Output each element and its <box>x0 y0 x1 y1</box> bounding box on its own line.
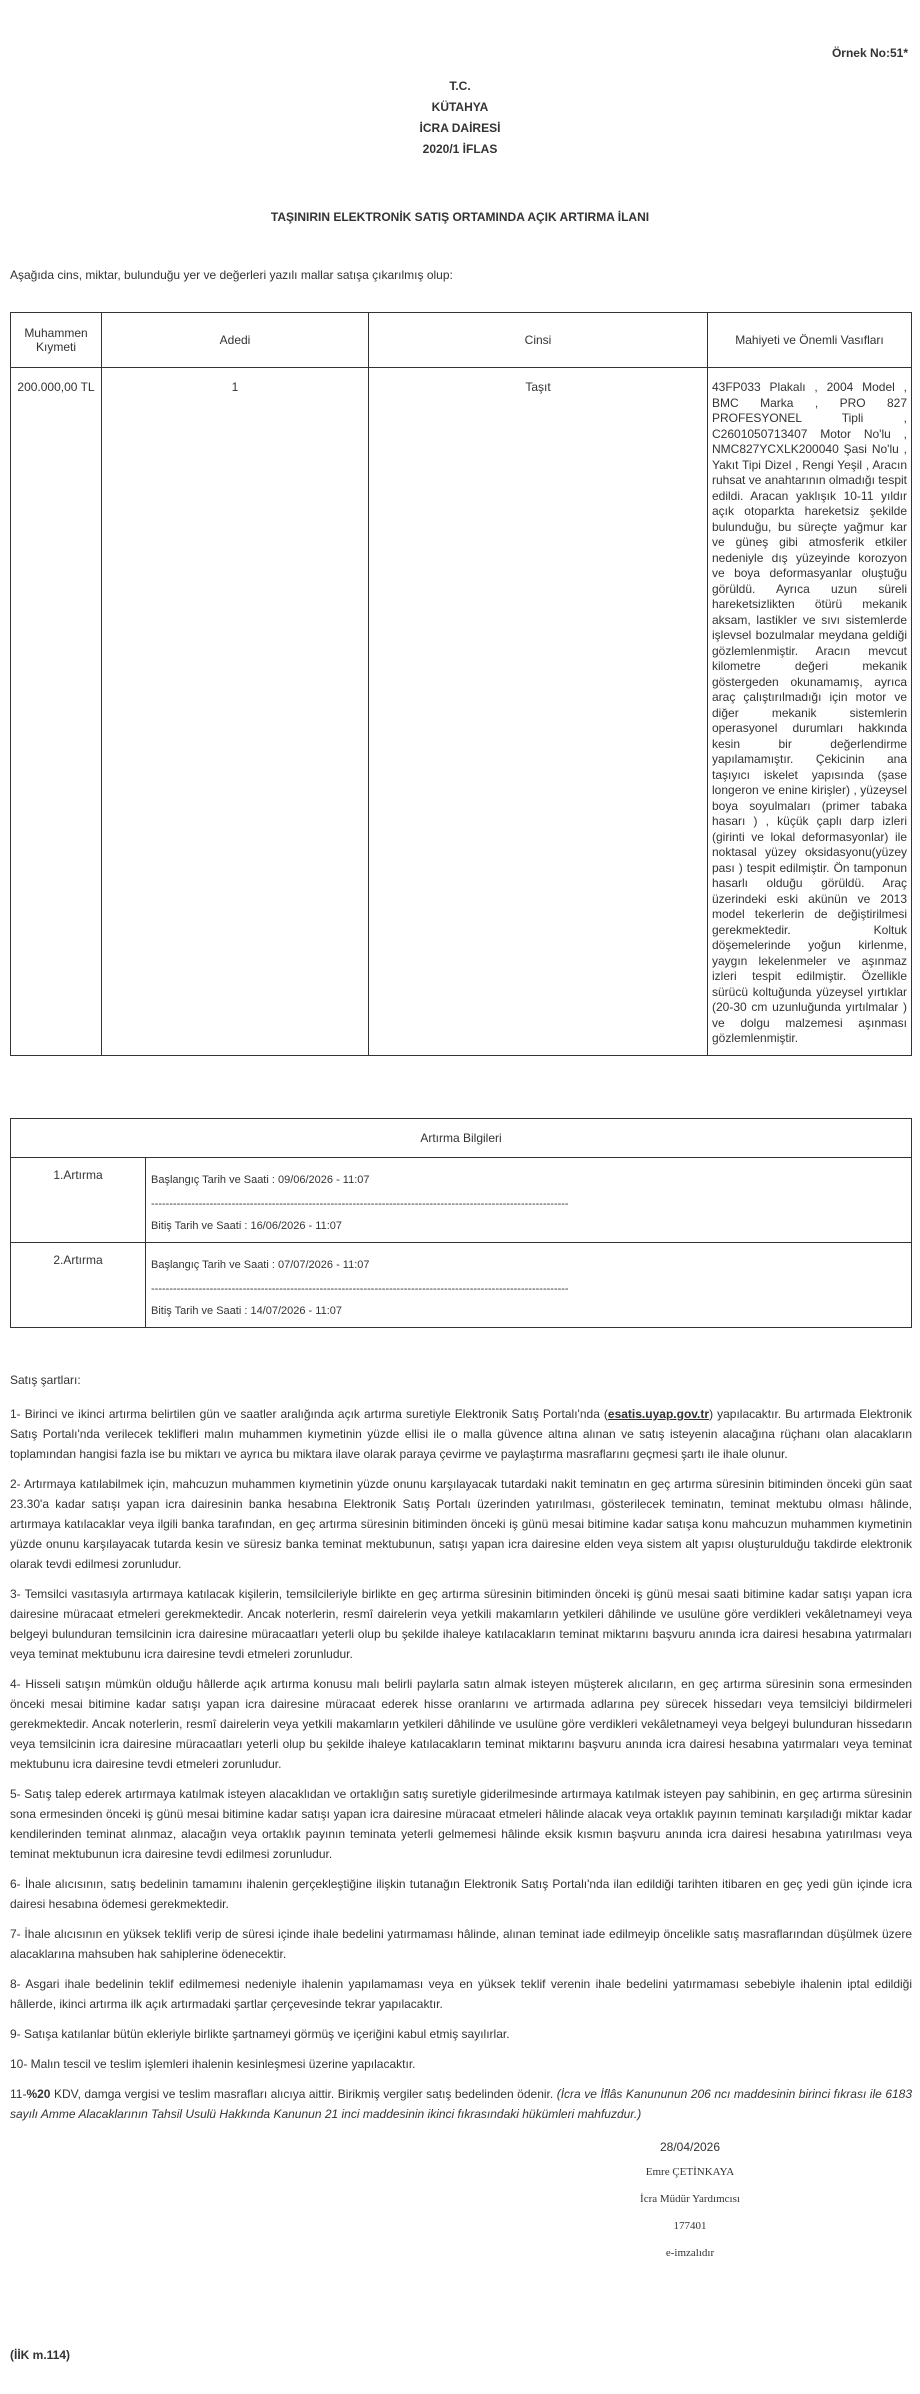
term-2: 2- Artırmaya katılabilmek için, mahcuzun muhammen kıymetinin yüzde onunu karşılayacak tutardaki nakit teminatın en geç artırma süresinin bitiminden önceki gün saat 23.30'a kadar satışı yapan icra dairesinin banka hesabına Elektronik Satış Portalı üzerinden yatırılması, gösterilecek teminatın, teminat mektubu olması hâlinde, artırmaya katılacaklar veya ilgili banka tarafından, en geç artırma süresinin bitiminden önceki iş günü mesai bitimine kadar satışa konu mahcuzun muhammen kıymetinin yüzde onunu karşılayacak tutarda kesin ve süresiz banka teminat mektubunun, satışı yapan icra dairesine elden veya sistem alt yapısı oluşturulduğu takdirde elektronik olarak tevdi edilmesi zorunludur. <box>10 1477 912 1571</box>
auction-row-1 <box>11 1158 912 1243</box>
header-line-tc: T.C. <box>449 79 471 93</box>
term-7: 7- İhale alıcısının en yüksek teklifi verip de süresi içinde ihale bedelini yatırmaması hâlinde, alınan teminat iade edilmeyip öncelikle satış masraflarından düşülmek üzere alacaklarına mahsuben hak sahiplerine ödenecektir. <box>10 1927 912 1961</box>
cell-quantity: 1 <box>102 368 369 1056</box>
document-header <box>0 76 920 160</box>
term-1-text-a: 1- Birinci ve ikinci artırma belirtilen gün ve saatler aralığında açık artırma suretiyle Elektronik Satış Portalı'nda ( <box>10 1407 608 1421</box>
law-reference: (İİK m.114) <box>10 2348 71 2362</box>
term-1-text-b: ) yapılacaktır. Bu artırmada Elektronik Satış Portalı'nda verilecek teklifleri malın muhammen kıymetinin yüzde ellisi ile o malla güvence altına alınan ve satış isteyenin alacağına rüçhanı olan alacakların toplamından hangisi fazla ise bu miktarı ve ayrıca bu miktara ilave olarak paraya çevirme ve paylaştırma masraflarını geçmesi şartı ile ihale olunur. <box>10 1407 912 1461</box>
auction-row-2 <box>11 1243 912 1328</box>
announcement-date: 28/04/2026 <box>659 2140 721 2154</box>
auction-separator-2: ------------------------------------------------------------------------------------------------------------------ <box>151 1283 569 1295</box>
term-11-vat-rate: %20 <box>26 2087 51 2101</box>
signature-block <box>600 2132 780 2267</box>
signer-number: 177401 <box>673 2220 707 2232</box>
term-6: 6- İhale alıcısının, satış bedelinin tamamını ihalenin gerçekleştiğine ilişkin tutanağın Elektronik Satış Portalı'nda ilan edildiği tarihten itibaren en geç yedi gün içinde icra dairesi hesabına ödemesi gerekmektedir. <box>10 1877 912 1911</box>
term-11-text-b: KDV, damga vergisi ve teslim masrafları alıcıya aittir. Birikmiş vergiler satış bedelinden ödenir. <box>50 2087 557 2101</box>
term-5: 5- Satış talep ederek artırmaya katılmak isteyen alacaklıdan ve ortaklığın satış suretiyle giderilmesinde artırmaya katılmak isteyen pay sahibinin, en geç artırma süresinin sona ermesinden önceki iş günü mesai bitimine kadar satışı yapan icra dairesine müracaat etmeleri hâlinde alacak veya ortaklık payının teminatı karşıladığı miktar kadar kendilerinden teminat alınmaz, alacağın veya ortaklık payının teminata yeterli gelmemesi hâlinde eksik kısmın başvuru anında icra dairesi hesabına yatırılması veya teminat mektubunun icra dairesine tevdi edilmesi zorunludur. <box>10 1787 912 1861</box>
term-11-legal-note: (İcra ve İflâs Kanununun 206 ncı maddesinin birinci fıkrası ile 6183 sayılı Amme Alacaklarının Tahsil Usulü Hakkında Kanunun 21 inci maddesinin ikinci fıkrasındaki hükümleri mahfuzdur.) <box>10 2087 913 2121</box>
auction-end-1: Bitiş Tarih ve Saati : 16/06/2026 - 11:07 <box>151 1220 342 1232</box>
col-header-value: Muhammen Kıymeti <box>11 313 102 368</box>
sale-terms <box>10 1370 912 2134</box>
term-9: 9- Satışa katılanlar bütün ekleriyle birlikte şartnameyi görmüş ve içeriğini kabul etmiş sayılırlar. <box>10 2027 510 2041</box>
term-1 <box>10 1404 912 1464</box>
goods-table-row <box>11 368 912 1056</box>
term-4: 4- Hisseli satışın mümkün olduğu hâllerde açık artırma konusu malı belirli paylarla satın almak isteyen müşterek alıcıların, en geç artırma süresinin sona ermesinden önceki mesai bitimine kadar satışı yapan icra dairesine müracaat ederek hisse oranlarını ve artırmada adlarına pey sürecek hissedarı veya temsilciyi bildirmeleri gerekmektedir. Ancak noterlerin, resmî dairelerin veya yetkili makamların yetkileri dâhilinde ve usulüne göre verdikleri vekâletnameyi veya belgeyi bulunduran hissedarın veya temsilcinin icra dairesine müracaatları yeterli olup bu şekilde ihaleye katılacakların teminat miktarını başvuru anında icra dairesi hesabına yatırmaları veya teminat mektubunu icra dairesine tevdi etmeleri zorunludur. <box>10 1677 912 1771</box>
col-header-quantity: Adedi <box>102 313 369 368</box>
auction-start-1: Başlangıç Tarih ve Saati : 09/06/2026 - 11:07 <box>151 1174 370 1186</box>
auction-info-table <box>10 1118 912 1328</box>
auction-dates-2 <box>146 1243 912 1328</box>
col-header-type: Cinsi <box>369 313 708 368</box>
intro-text: Aşağıda cins, miktar, bulunduğu yer ve değerleri yazılı mallar satışa çıkarılmış olup: <box>10 268 453 282</box>
cell-type: Taşıt <box>369 368 708 1056</box>
auction-separator-1: ------------------------------------------------------------------------------------------------------------------ <box>151 1198 569 1210</box>
term-11-text-a: 11- <box>10 2087 27 2101</box>
auction-title-row <box>11 1119 912 1158</box>
signer-name: Emre ÇETİNKAYA <box>645 2166 735 2178</box>
header-line-file: 2020/1 İFLAS <box>422 142 498 156</box>
announcement-title: TAŞINIRIN ELEKTRONİK SATIŞ ORTAMINDA AÇIK ARTIRMA İLANI <box>270 210 650 224</box>
col-header-description: Mahiyeti ve Önemli Vasıfları <box>708 313 912 368</box>
esatis-link[interactable]: esatis.uyap.gov.tr <box>607 1407 710 1421</box>
term-10: 10- Malın tescil ve teslim işlemleri ihalenin kesinleşmesi üzerine yapılacaktır. <box>10 2057 416 2071</box>
auction-end-2: Bitiş Tarih ve Saati : 14/07/2026 - 11:07 <box>151 1305 342 1317</box>
auction-label-1: 1.Artırma <box>11 1158 146 1243</box>
goods-table-header-row <box>11 313 912 368</box>
term-3: 3- Temsilci vasıtasıyla artırmaya katılacak kişilerin, temsilcileriyle birlikte en geç artırma süresinin bitiminden önceki iş günü mesai saati bitimine kadar satışı yapan icra dairesine müracaat etmeleri gerekmektedir. Ancak noterlerin, resmî dairelerin veya yetkili makamların yetkileri dâhilinde ve usulüne göre verdikleri vekâletnameyi veya belgeyi bulunduran temsilcinin icra dairesine müracaatları yeterli olup bu şekilde ihaleye katılacakların teminat miktarını başvuru anında icra dairesi hesabına yatırmaları veya teminat mektubunu icra dairesine tevdi etmeleri zorunludur. <box>10 1587 912 1661</box>
cell-description: 43FP033 Plakalı , 2004 Model , BMC Marka , PRO 827 PROFESYONEL Tipli , C2601050713407 Motor No'lu , NMC827YCXLK200040 Şasi No'lu , Yakıt Tipi Dizel , Rengi Yeşil , Aracın ruhsat ve anahtarının olmadığı tespit edildi. Aracan yaklışık 10-11 yıldır açık otoparkta hareketsiz şekilde bulunduğu, bu süreçte yağmur kar ve güneş gibi atmosferik etkiler nedeniyle dış yüzeyinde korozyon ve boya deformasyanlar oluştuğu görüldü. Ayrıca uzun süreli hareketsizlikten ötürü mekanik aksam, lastikler ve sıvı sistemlerde işlevsel bozulmalar meydana geldiği gözlemlenmiştir. Aracın mevcut kilometre değeri mekanik göstergeden okunamamış, ayrıca araç çalıştırılmadığı için motor ve diğer mekanik sistemlerin operasyonel durumları hakkında kesin bir değerlendirme yapılamamıştır. Çekicinin ana taşıyıcı iskelet yapısında (şase longeron ve enine kirişler) , yüzeysel boya soyulmaları (primer tabaka hasarı ) , küçük çaplı darp izleri (girinti ve lokal deformasyonlar) ile noktasal yüzey oksidasyonu(yüzey pası ) tespit edilmiştir. Ön tamponun hasarlı olduğu görüldü. Araç üzerindeki eski akünün ve 2013 model tekerlerin de değiştirilmesi gerekmektedir. Koltuk döşemelerinde yoğun kirlenme, yaygın lekelenmeler ve aşınmaz izleri tespit edilmiştir. Özellikle sürücü koltuğunda yüzeysel yırtıklar (20-30 cm uzunluğunda yırtılmalar ) ve dolgu malzemesi aşınması gözlemlenmiştir. <box>708 368 912 1056</box>
auction-label-2: 2.Artırma <box>11 1243 146 1328</box>
esign-note: e-imzalıdır <box>665 2247 715 2259</box>
cell-value: 200.000,00 TL <box>11 368 102 1056</box>
header-line-office: İCRA DAİRESİ <box>419 121 501 135</box>
term-11 <box>10 2084 912 2124</box>
auction-dates-1 <box>146 1158 912 1243</box>
auction-start-2: Başlangıç Tarih ve Saati : 07/07/2026 - 11:07 <box>151 1259 370 1271</box>
goods-table <box>10 312 912 1056</box>
term-8: 8- Asgari ihale bedelinin teklif edilmemesi nedeniyle ihalenin yapılamaması veya en yüksek teklif verenin ihale bedelini yatırmaması sebebiyle ihalenin iptal edildiği hâllerde, ikinci artırma ilk açık artırmadaki şartlar çerçevesinde tekrar yapılacaktır. <box>10 1977 912 2011</box>
auction-info-title: Artırma Bilgileri <box>11 1119 912 1158</box>
signer-title: İcra Müdür Yardımcısı <box>640 2193 740 2205</box>
form-number: Örnek No:51* <box>831 46 908 60</box>
header-line-city: KÜTAHYA <box>431 100 489 114</box>
terms-label: Satış şartları: <box>10 1373 81 1387</box>
